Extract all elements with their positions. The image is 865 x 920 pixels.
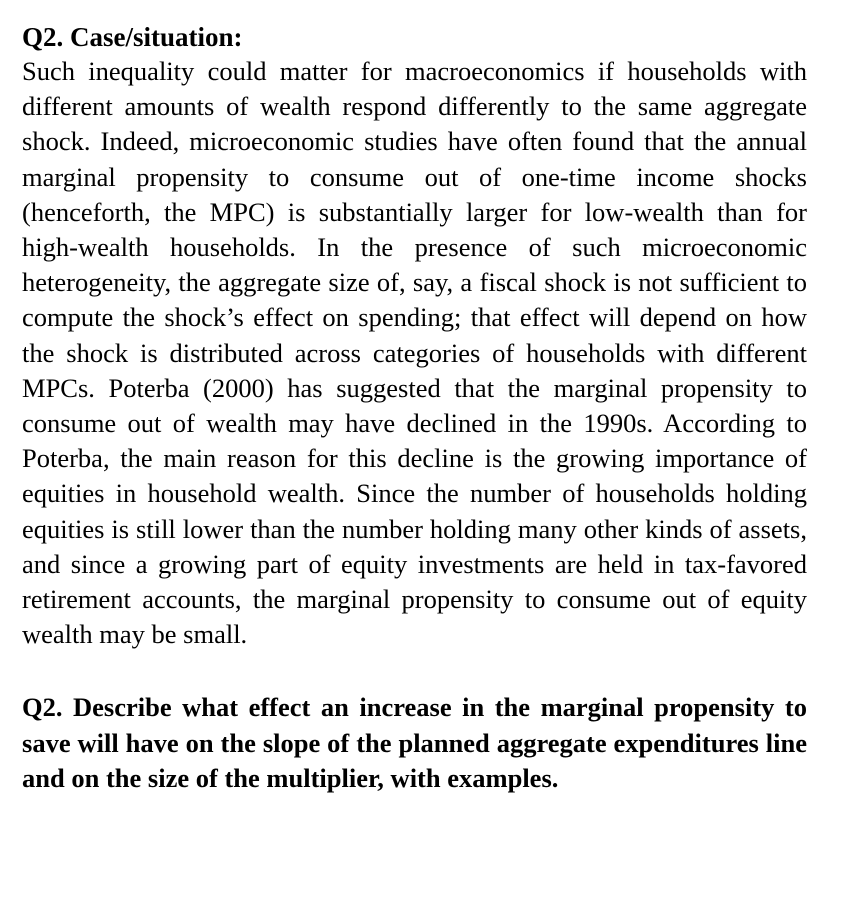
- document-page: [22, 20, 807, 796]
- case-heading: Q2. Case/situation:: [22, 22, 243, 52]
- question-text: Q2. Describe what effect an increase in the marginal propensity to save will have on the slope of the planned aggregate expenditures line and on the size of the multiplier, with examples.: [22, 692, 807, 793]
- case-paragraph: Such inequality could matter for macroeconomics if households with different amounts of wealth respond differently to the same aggregate shock. Indeed, microeconomic studies have often found that the annual marginal propensity to consume out of one-time income shocks (henceforth, the MPC) is substantially larger for low-wealth than for high-wealth households. In the presence of such microeconomic heterogeneity, the aggregate size of, say, a fiscal shock is not sufficient to compute the shock’s effect on spending; that effect will depend on how the shock is distributed across categories of households with different MPCs. Poterba (2000) has suggested that the marginal propensity to consume out of wealth may have declined in the 1990s. According to Poterba, the main reason for this decline is the growing importance of equities in household wealth. Since the number of households holding equities is still lower than the number holding many other kinds of assets, and since a growing part of equity investments are held in tax-favored retirement accounts, the marginal propensity to consume out of equity wealth may be small.: [22, 56, 807, 650]
